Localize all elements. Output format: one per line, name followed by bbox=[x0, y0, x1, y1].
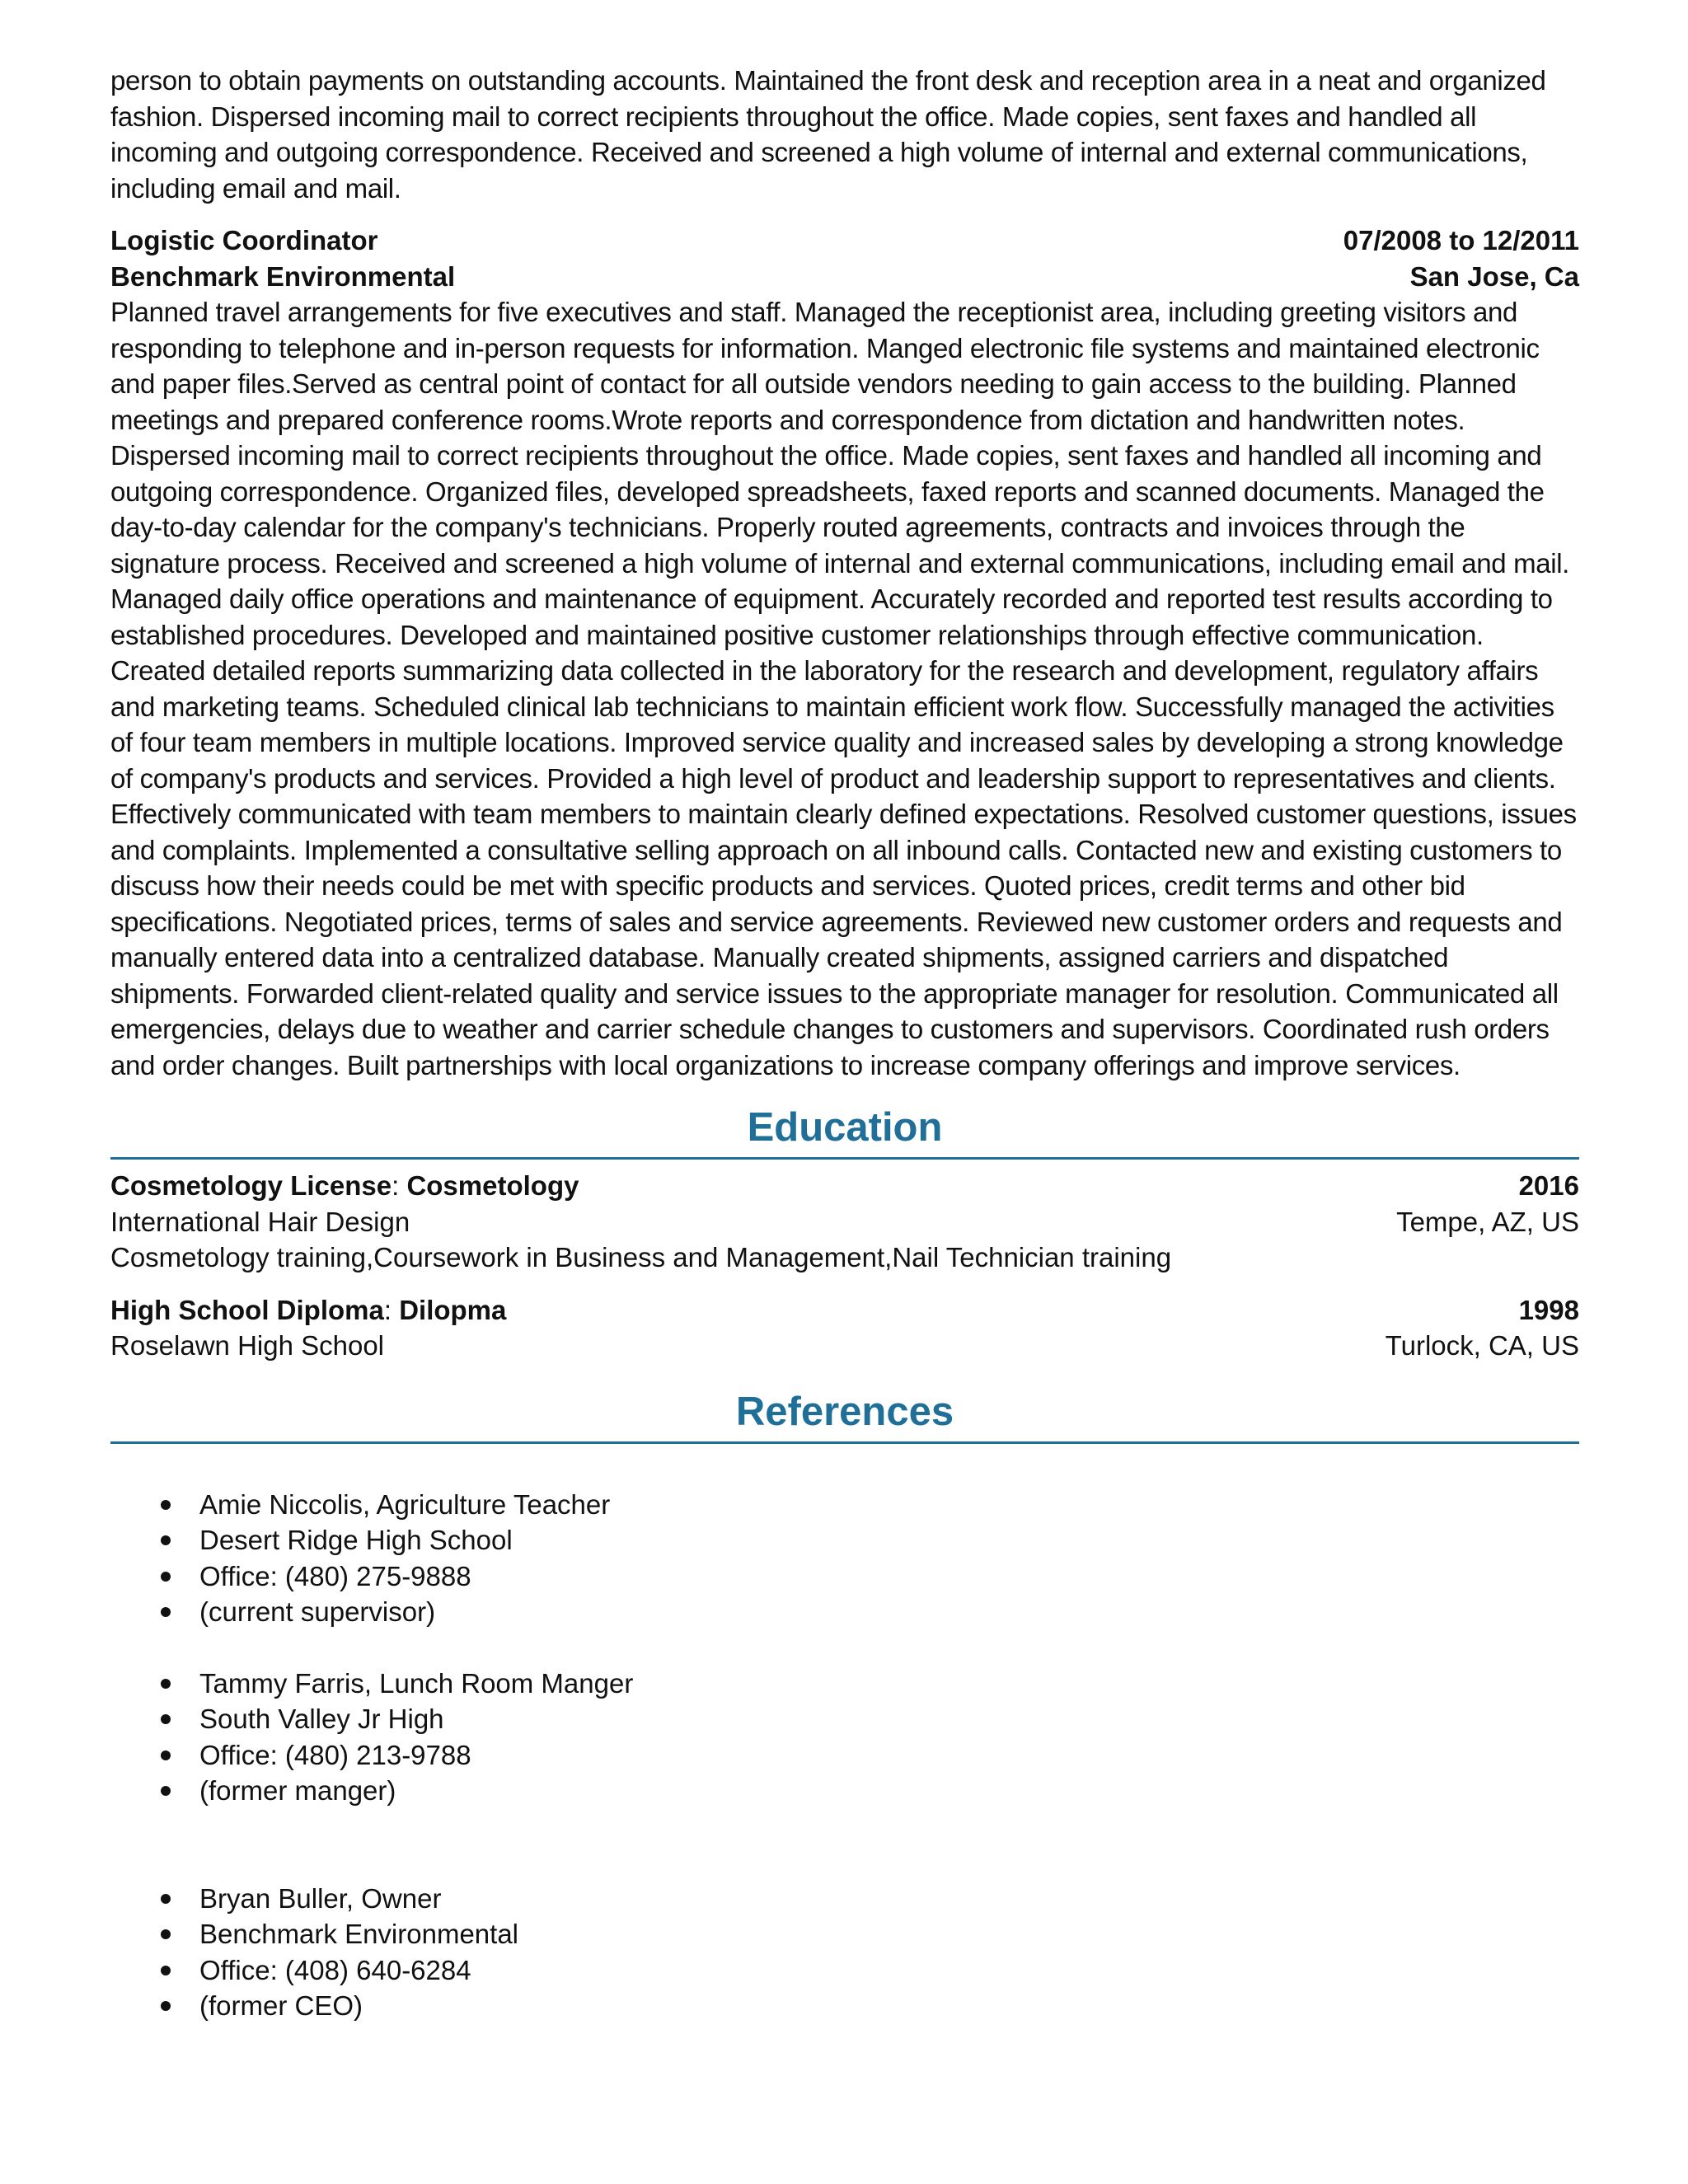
reference-item: Benchmark Environmental bbox=[110, 1916, 1579, 1952]
education-school: Roselawn High School bbox=[110, 1330, 385, 1361]
education-field: Dilopma bbox=[399, 1294, 507, 1325]
resume-page bbox=[110, 63, 1579, 2024]
reference-item: Office: (480) 275-9888 bbox=[110, 1558, 1579, 1595]
reference-item: South Valley Jr High bbox=[110, 1701, 1579, 1737]
job-entry bbox=[110, 223, 1579, 1083]
education-section bbox=[110, 1103, 1579, 1364]
education-degree: High School Diploma bbox=[110, 1294, 384, 1325]
job-description: Planned travel arrangements for five executives and staff. Managed the receptionist area, including greeting visitors and responding to telephone and in-person requests for information. Manged electronic file systems and maintained electronic and paper files.Served as central point of contact for all outside vendors needing to gain access to the building. Planned meetings and prepared conference rooms.Wrote reports and correspondence from dictation and handwritten notes. Dispersed incoming mail to correct recipients throughout the office. Made copies, sent faxes and handled all incoming and outgoing correspondence. Organized files, developed spreadsheets, faxed reports and scanned documents. Managed the day-to-day calendar for the company's technicians. Properly routed agreements, contracts and invoices through the signature process. Received and screened a high volume of internal and external communications, including email and mail. Managed daily office operations and maintenance of equipment. Accurately recorded and reported test results according to established procedures. Developed and maintained positive customer relationships through effective communication. Created detailed reports summarizing data collected in the laboratory for the research and development, regulatory affairs and marketing teams. Scheduled clinical lab technicians to maintain efficient work flow. Successfully managed the activities of four team members in multiple locations. Improved service quality and increased sales by developing a strong knowledge of company's products and services. Provided a high level of product and leadership support to representatives and clients. Effectively communicated with team members to maintain clearly defined expectations. Resolved customer questions, issues and complaints. Implemented a consultative selling approach on all inbound calls. Contacted new and existing customers to discuss how their needs could be met with specific products and services. Quoted prices, credit terms and other bid specifications. Negotiated prices, terms of sales and service agreements. Reviewed new customer orders and requests and manually entered data into a centralized database. Manually created shipments, assigned carriers and dispatched shipments. Forwarded client-related quality and service issues to the appropriate manager for resolution. Communicated all emergencies, delays due to weather and carrier schedule changes to customers and supervisors. Coordinated rush orders and order changes. Built partnerships with local organizations to increase company offerings and improve services. bbox=[110, 297, 1577, 1080]
intro-paragraph: person to obtain payments on outstanding accounts. Maintained the front desk and reception area in a neat and organized fashion. Dispersed incoming mail to correct recipients throughout the office. Made copies, sent faxes and handled all incoming and outgoing correspondence. Received and screened a high volume of internal and external communications, including email and mail. bbox=[110, 65, 1546, 204]
references-section bbox=[110, 1387, 1579, 2024]
reference-item: Office: (480) 213-9788 bbox=[110, 1737, 1579, 1774]
education-degree: Cosmetology License bbox=[110, 1170, 392, 1201]
education-location: Turlock, CA, US bbox=[1385, 1330, 1579, 1361]
education-location: Tempe, AZ, US bbox=[1396, 1206, 1579, 1237]
education-field: Cosmetology bbox=[406, 1170, 579, 1201]
reference-item: Amie Niccolis, Agriculture Teacher bbox=[110, 1487, 1579, 1523]
education-school: International Hair Design bbox=[110, 1206, 410, 1237]
education-separator: : bbox=[392, 1170, 407, 1201]
education-school-row bbox=[110, 1204, 1579, 1240]
education-heading: Education bbox=[110, 1103, 1579, 1160]
education-year: 1998 bbox=[1518, 1294, 1579, 1325]
reference-list bbox=[110, 1666, 1579, 1809]
reference-item: (former CEO) bbox=[110, 1988, 1579, 2024]
education-degree-row bbox=[110, 1292, 1579, 1329]
education-school-row bbox=[110, 1328, 1579, 1364]
education-details: Cosmetology training,Coursework in Business and Management,Nail Technician training bbox=[110, 1242, 1172, 1272]
reference-list bbox=[110, 1881, 1579, 2024]
reference-item: (former manger) bbox=[110, 1773, 1579, 1809]
reference-list bbox=[110, 1487, 1579, 1630]
job-title-row bbox=[110, 223, 1579, 259]
education-degree-line bbox=[110, 1168, 579, 1204]
education-year: 2016 bbox=[1518, 1170, 1579, 1201]
reference-item: Bryan Buller, Owner bbox=[110, 1881, 1579, 1917]
education-entry bbox=[110, 1168, 1579, 1276]
job-title: Logistic Coordinator bbox=[110, 225, 378, 255]
job-dates: 07/2008 to 12/2011 bbox=[1343, 225, 1579, 255]
job-company-row bbox=[110, 259, 1579, 295]
job-company: Benchmark Environmental bbox=[110, 260, 456, 292]
reference-item: Tammy Farris, Lunch Room Manger bbox=[110, 1666, 1579, 1702]
education-degree-row bbox=[110, 1168, 1579, 1204]
education-entry bbox=[110, 1292, 1579, 1364]
education-separator: : bbox=[383, 1294, 400, 1325]
reference-item: Desert Ridge High School bbox=[110, 1522, 1579, 1558]
education-degree-line bbox=[110, 1292, 506, 1329]
reference-item: Office: (408) 640-6284 bbox=[110, 1952, 1579, 1989]
references-heading: References bbox=[110, 1387, 1579, 1444]
reference-item: (current supervisor) bbox=[110, 1594, 1579, 1630]
job-location: San Jose, Ca bbox=[1409, 260, 1579, 292]
